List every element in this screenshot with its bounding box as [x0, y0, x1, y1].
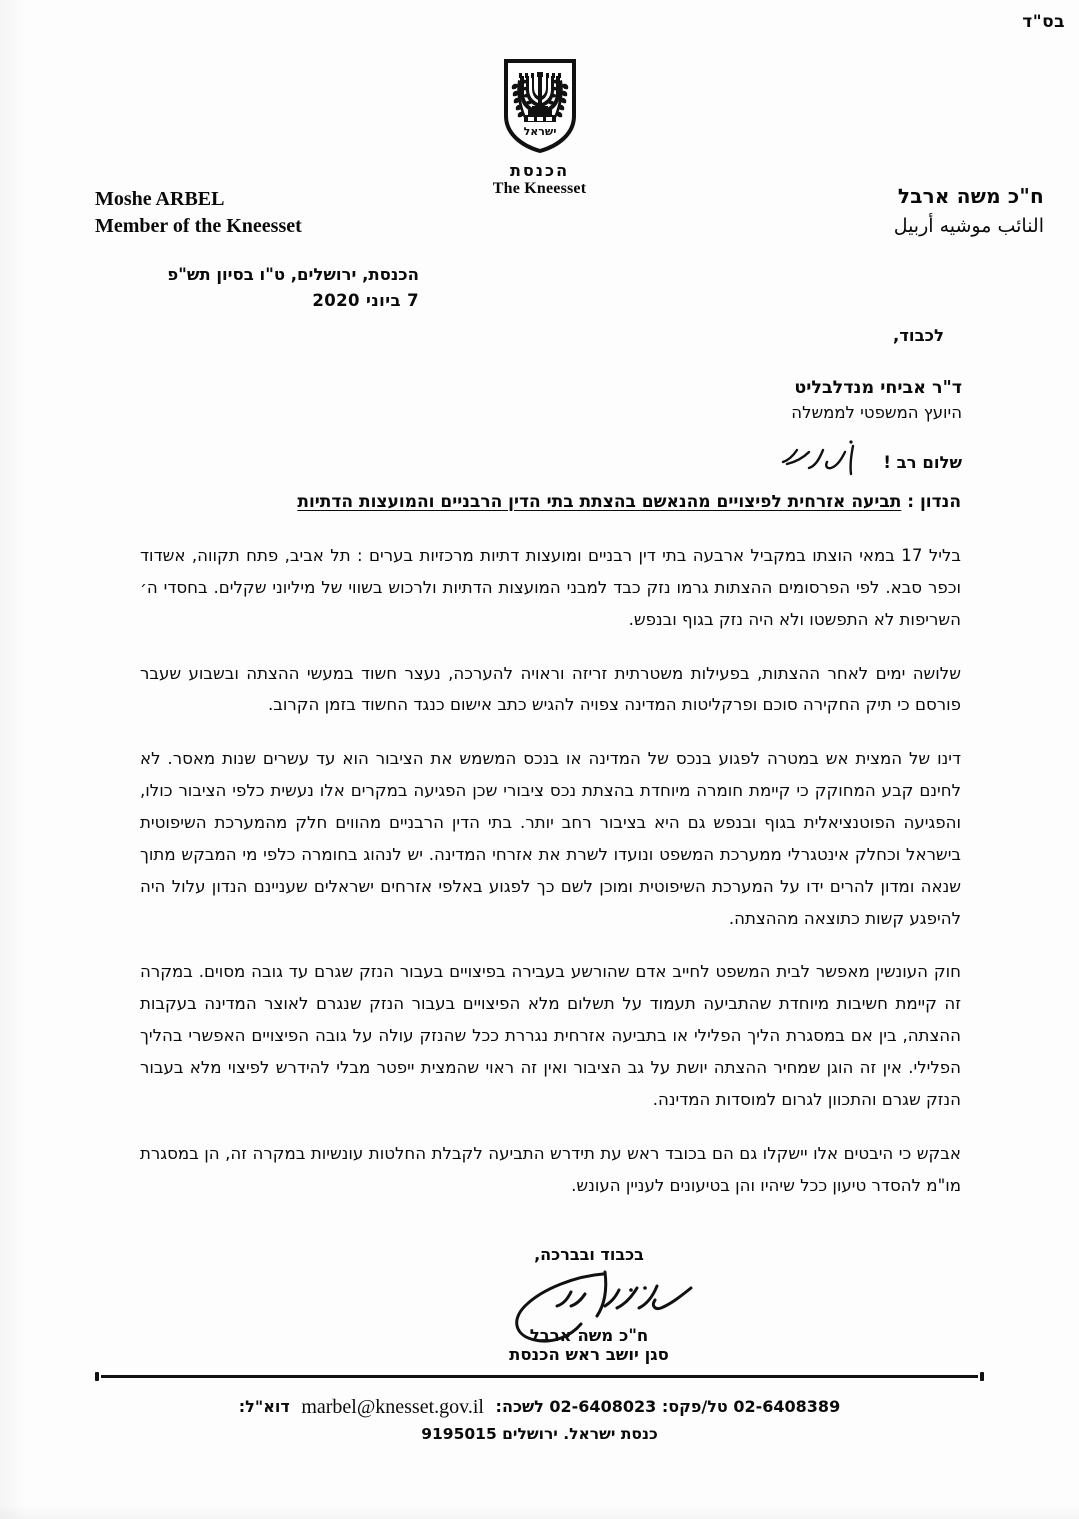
bsd-marker: בס"ד — [1022, 12, 1065, 32]
letter-body — [140, 540, 961, 1223]
addressee-salutation-top: לכבוד, — [892, 326, 944, 345]
letterhead-hebrew-arabic — [894, 182, 1044, 241]
body-paragraph-1: בליל 17 במאי הוצתו במקביל ארבעה בתי דין רבניים ומועצות דתיות מרכזיות בערים : תל אביב, פתח תקווה, אשדוד וכפר סבא. לפי הפרסומים ההצתות גרמו נזק כבד למבני המועצות הדתיות ולרכוש בשווי של מיליוני שקלים. בחסדי ה׳ השריפות לא התפשטו ולא היה נזק בגוף ובנפש. — [140, 546, 961, 629]
mk-role-english: Member of the Kneesset — [95, 215, 302, 237]
footer-block — [0, 1392, 1079, 1446]
mk-name-hebrew: ח"כ משה ארבל — [897, 184, 1044, 208]
hebrew-date: הכנסת, ירושלים, ט"ו בסיון תש"פ — [167, 265, 419, 284]
greeting-row — [765, 440, 962, 485]
body-paragraph-2: שלושה ימים לאחר ההצתות, בפעילות משטרתית זריזה וראויה להערכה, נעצר חשוד במעשי ההצתה ובשבוע שעבר פורסם כי תיק החקירה סוכם ופרקליטות המדינה צפויה להגיש כתב אישום כנגד החשוד בזמן הקרוב. — [140, 663, 961, 715]
emblem-caption-english: The Kneesset — [492, 179, 587, 197]
body-paragraph-4: חוק העונשין מאפשר לבית המשפט לחייב אדם שהורשע בעבירה בפיצויים בעבור הנזק שגרם עד גובה מסוים. במקרה זה קיימת חשיבות מיוחדת שהתביעה תעמוד על תשלום מלא הפיצויים בעבור הנזק שנגרם לאוצר המדינה בעקבות ההצתה, בין אם במסגרת הליך הפלילי או בתביעה אזרחית נגררת ככל שהנזק עולה על גובה הפיצויים האפשרי בהליך הפלילי. אין זה הוגן שמחיר ההצתה יושת על גב הציבור ואין זה ראוי שהמצית ייפטר מבלי להידרש לפיצוי מלא בעבור הנזק שגרם והתכוון לגרום למוסדות המדינה. — [140, 962, 961, 1109]
svg-text:ישראל: ישראל — [523, 125, 556, 138]
body-paragraph-5: אבקש כי היבטים אלו יישקלו גם הם בכובד ראש עת תידרש התביעה לקבלת החלטות עונשיות במקרה זה, הן במסגרת מו"מ להסדר טיעון ככל שיהיו והן בטיעונים לעניין העונש. — [140, 1143, 961, 1195]
footer-address: כנסת ישראל. ירושלים 9195015 — [421, 1425, 658, 1443]
mk-name-english: Moshe ARBEL — [95, 188, 225, 210]
addressee-name: ד"ר אביחי מנדלבליט — [794, 378, 962, 398]
scan-edge-bottom — [0, 1505, 1079, 1519]
addressee-role: היועץ המשפטי לממשלה — [791, 403, 962, 423]
closing-block — [469, 1243, 709, 1364]
fax-phone: 02-6408389 — [733, 1397, 841, 1416]
signature-area — [469, 1270, 709, 1326]
closing-salutation: בכבוד ובברכה, — [534, 1245, 644, 1264]
divider-cap-right — [980, 1372, 984, 1381]
gregorian-date: 7 ביוני 2020 — [312, 290, 419, 310]
knesset-emblem-block — [0, 58, 1079, 197]
footer-divider — [95, 1372, 984, 1380]
scan-edge-left — [0, 0, 26, 1519]
emblem-caption-hebrew: הכנסת — [509, 161, 570, 180]
email-label: דוא"ל: — [238, 1397, 290, 1416]
fax-label: טל/פקס: — [661, 1397, 728, 1416]
divider-cap-left — [95, 1372, 99, 1381]
divider-line — [101, 1375, 978, 1378]
office-phone: 02-6408023 — [549, 1397, 657, 1416]
footer-contact-line — [0, 1392, 1079, 1422]
knesset-menorah-emblem-icon — [502, 58, 578, 159]
subject-label: הנדון : — [901, 492, 961, 512]
office-label: לשכה: — [495, 1397, 544, 1416]
subject-text: תביעה אזרחית לפיצויים מהנאשם בהצתת בתי הדין הרבניים והמועצות הדתיות — [297, 492, 902, 512]
mk-name-arabic: النائب موشيه أربيل — [893, 215, 1044, 237]
body-paragraph-3: דינו של המצית אש במטרה לפגוע בנכס של המדינה או בנכס המשמש את הציבור הוא עד עשרים שנות מאסר. לא לחינם קבע המחוקק כי קיימת חומרה מיוחדת בהצתת נכס ציבורי שכן הפגיעה במקרים אלו נעשית כלפי הציבור כולו, והפגיעה הפוטנציאלית בגוף ובנפש גם היא בציבור רחב יותר. בתי הדין הרבניים מהווים חלק מהמערכת השיפוטית בישראל וכחלק אינטגרלי ממערכת המשפט ונועדו לשרת את אזרחי המדינה. יש לנהוג בחומרה כלפי מי המבקש מתוך שנאה ומדון להרים ידו על המערכת השיפוטית ומוכן לשם כך לפגוע באלפי אזרחים ישראלים שעניינם הנדון עלול היה להיפגע קשות כתוצאה מההצתה. — [140, 749, 961, 928]
email-address[interactable]: marbel@knesset.gov.il — [301, 1396, 484, 1418]
subject-line — [297, 492, 961, 512]
letterhead-english — [95, 186, 302, 240]
signer-title: סגן יושב ראש הכנסת — [509, 1344, 669, 1364]
date-block — [167, 262, 419, 313]
handwritten-initials-icon — [765, 440, 857, 485]
greeting-text: שלום רב ! — [883, 453, 962, 472]
handwritten-signature-icon — [485, 1266, 715, 1356]
signer-name: ח"כ משה ארבל — [529, 1325, 649, 1345]
addressee-block — [791, 375, 962, 426]
